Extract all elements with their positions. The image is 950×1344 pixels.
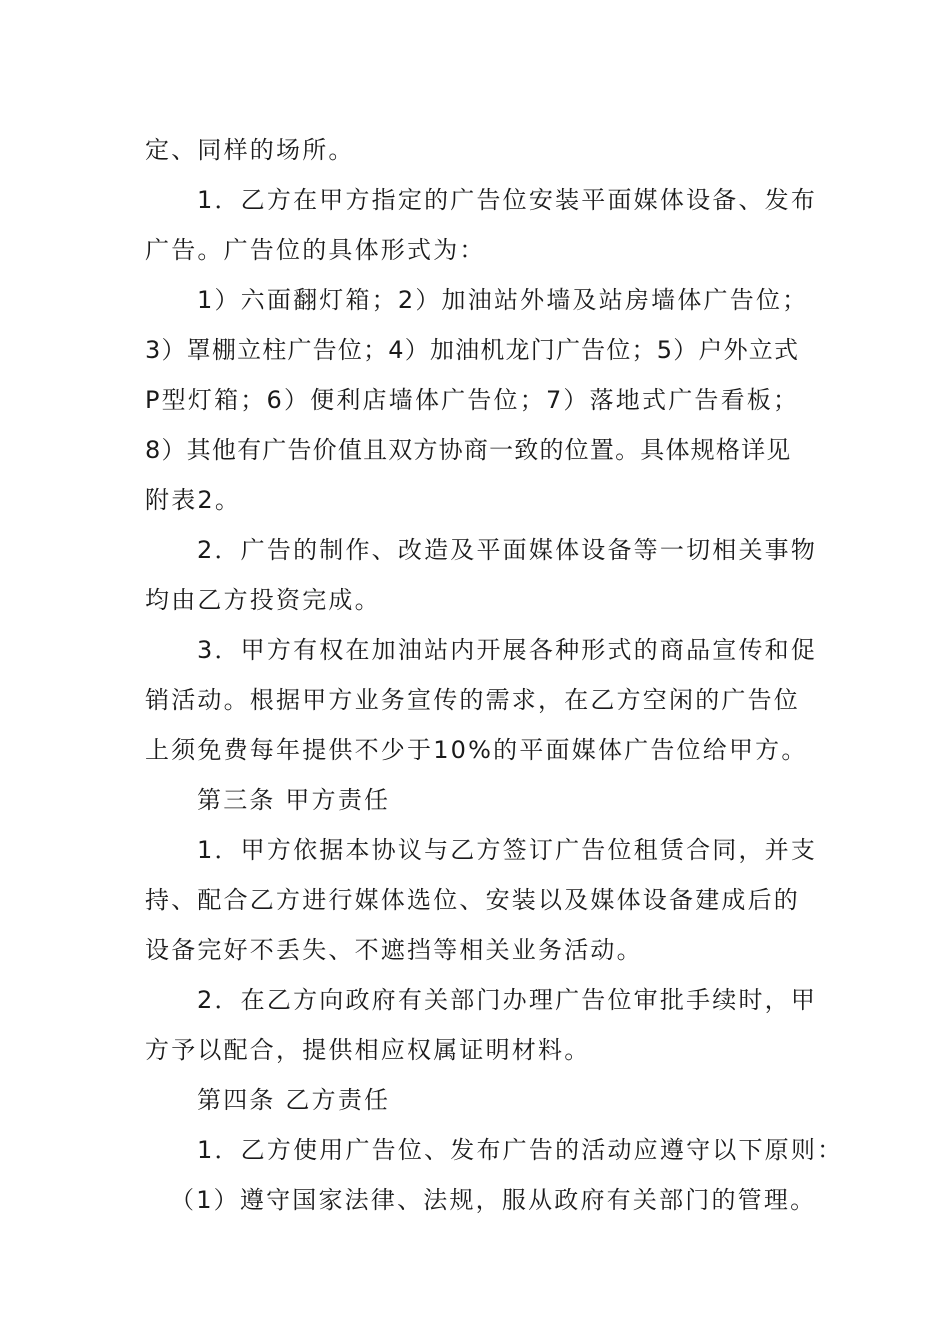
text-line: 3．甲方有权在加油站内开展各种形式的商品宣传和促 (197, 636, 818, 664)
text-line: （1）遵守国家法律、法规，服从政府有关部门的管理。 (170, 1186, 817, 1214)
text-line: 1．乙方在甲方指定的广告位安装平面媒体设备、发布 (197, 186, 818, 214)
text-line: 持、配合乙方进行媒体选位、安装以及媒体设备建成后的 (145, 886, 800, 914)
text-line: 附表2。 (145, 486, 242, 514)
section-heading: 第三条 甲方责任 (197, 786, 391, 814)
text-line: 方予以配合，提供相应权属证明材料。 (145, 1036, 591, 1064)
text-line: 1．乙方使用广告位、发布广告的活动应遵守以下原则： (197, 1136, 844, 1164)
text-line: 2．在乙方向政府有关部门办理广告位审批手续时，甲 (197, 986, 818, 1014)
text-line: 1）六面翻灯箱；2）加油站外墙及站房墙体广告位； (197, 286, 809, 314)
text-line: 销活动。根据甲方业务宣传的需求，在乙方空闲的广告位 (145, 686, 800, 714)
text-line: 2．广告的制作、改造及平面媒体设备等一切相关事物 (197, 536, 818, 564)
text-line: 8）其他有广告价值且双方协商一致的位置。具体规格详见 (145, 436, 792, 464)
text-line: 定、同样的场所。 (145, 136, 355, 164)
text-line: 设备完好不丢失、不遮挡等相关业务活动。 (145, 936, 643, 964)
text-line: 均由乙方投资完成。 (145, 586, 381, 614)
text-line: 3）罩棚立柱广告位；4）加油机龙门广告位；5）户外立式 (145, 336, 800, 364)
text-line: 1．甲方依据本协议与乙方签订广告位租赁合同，并支 (197, 836, 818, 864)
text-line: P型灯箱；6）便利店墙体广告位；7）落地式广告看板； (145, 386, 800, 414)
section-heading: 第四条 乙方责任 (197, 1086, 391, 1114)
text-line: 广告。广告位的具体形式为： (145, 236, 486, 264)
text-line: 上须免费每年提供不少于10%的平面媒体广告位给甲方。 (145, 736, 808, 764)
